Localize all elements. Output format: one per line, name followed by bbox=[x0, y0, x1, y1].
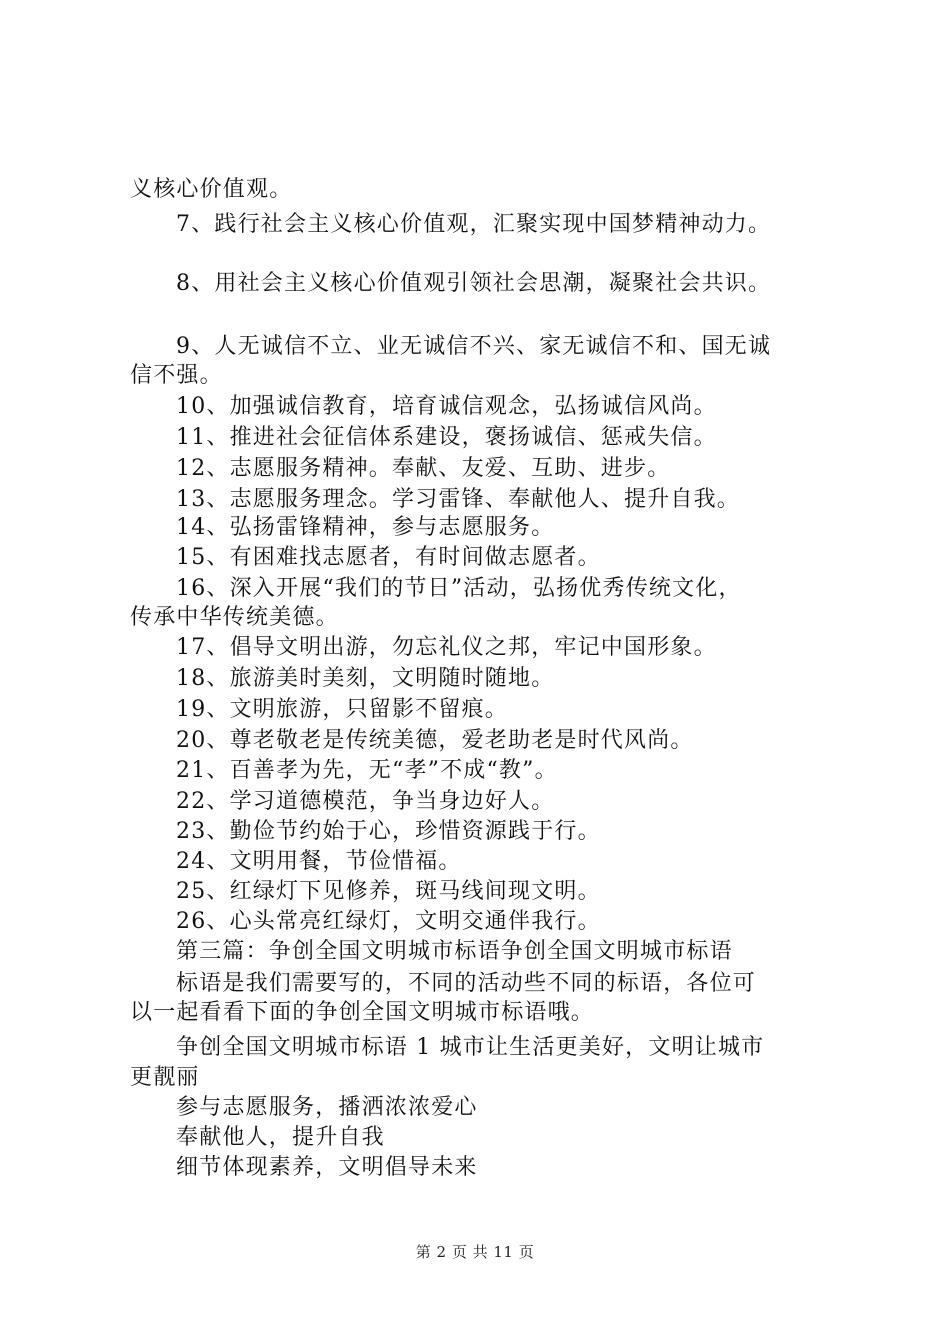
text-line: 传承中华传统美德。 bbox=[130, 605, 339, 630]
text-line: 17、倡导文明出游，勿忘礼仪之邦，牢记中国形象。 bbox=[176, 635, 717, 660]
text-line: 更靓丽 bbox=[130, 1065, 200, 1090]
text-line: 12、志愿服务精神。奉献、友爱、互助、进步。 bbox=[176, 456, 671, 481]
text-line: 21、百善孝为先，无“孝”不成“教”。 bbox=[176, 758, 558, 783]
text-line: 争创全国文明城市标语 1 城市让生活更美好，文明让城市 bbox=[176, 1035, 765, 1060]
text-line: 奉献他人，提升自我 bbox=[176, 1125, 385, 1150]
text-line: 22、学习道德模范，争当身边好人。 bbox=[176, 789, 555, 814]
text-line: 标语是我们需要写的，不同的活动些不同的标语，各位可 bbox=[176, 971, 757, 996]
text-line: 8、用社会主义核心价值观引领社会思潮，凝聚社会共识。 bbox=[176, 271, 772, 296]
text-line: 细节体现素养，文明倡导未来 bbox=[176, 1155, 478, 1180]
text-line: 16、深入开展“我们的节日”活动，弘扬优秀传统文化， bbox=[176, 576, 742, 601]
page-number-footer: 第 2 页 共 11 页 bbox=[415, 1243, 535, 1261]
text-line: 18、旅游美时美刻，文明随时随地。 bbox=[176, 666, 555, 691]
text-line: 19、文明旅游，只留影不留痕。 bbox=[176, 697, 508, 722]
text-line: 25、红绿灯下见修养，斑马线间现文明。 bbox=[176, 879, 601, 904]
text-line: 11、推进社会征信体系建设，褒扬诚信、惩戒失信。 bbox=[176, 425, 717, 450]
text-line: 20、尊老敬老是传统美德，爱老助老是时代风尚。 bbox=[176, 728, 694, 753]
text-line: 9、人无诚信不立、业无诚信不兴、家无诚信不和、国无诚 bbox=[176, 334, 772, 359]
text-line: 以一起看看下面的争创全国文明城市标语哦。 bbox=[130, 1000, 595, 1025]
text-line: 24、文明用餐，节俭惜福。 bbox=[176, 849, 462, 874]
text-line: 7、践行社会主义核心价值观，汇聚实现中国梦精神动力。 bbox=[176, 212, 772, 237]
text-line: 参与志愿服务，播洒浓浓爱心 bbox=[176, 1095, 478, 1120]
text-line: 义核心价值观。 bbox=[130, 177, 293, 202]
section-heading: 第三篇：争创全国文明城市标语争创全国文明城市标语 bbox=[176, 939, 733, 964]
text-line: 14、弘扬雷锋精神，参与志愿服务。 bbox=[176, 515, 555, 540]
text-line: 23、勤俭节约始于心，珍惜资源践于行。 bbox=[176, 819, 601, 844]
text-line: 26、心头常亮红绿灯，文明交通伴我行。 bbox=[176, 909, 601, 934]
text-line: 信不强。 bbox=[130, 363, 223, 388]
text-line: 10、加强诚信教育，培育诚信观念，弘扬诚信风尚。 bbox=[176, 394, 717, 419]
text-line: 13、志愿服务理念。学习雷锋、奉献他人、提升自我。 bbox=[176, 487, 740, 512]
text-line: 15、有困难找志愿者，有时间做志愿者。 bbox=[176, 545, 601, 570]
